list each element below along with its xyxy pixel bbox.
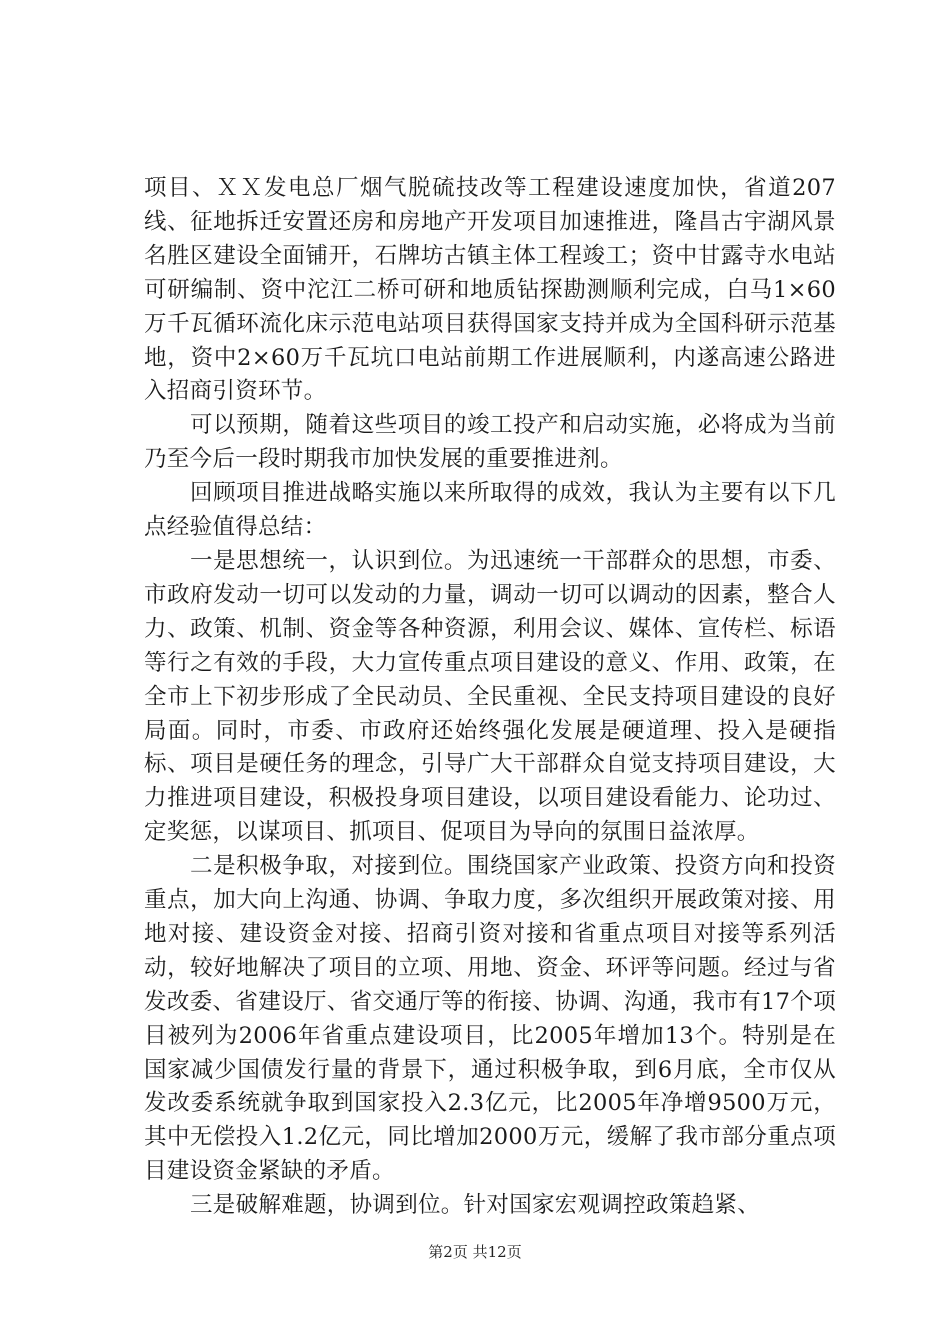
paragraph-point-three: 三是破解难题，协调到位。针对国家宏观调控政策趋紧、 — [190, 1192, 761, 1219]
document-body — [144, 172, 836, 1223]
paragraph-point-one: 一是思想统一，认识到位。为迅速统一干部群众的思想，市委、市政府发动一切可以发动的力量，调动一切可以调动的因素，整合人力、政策、机制、资金等各种资源，利用会议、媒体、宣传栏、标语等行之有效的手段，大力宣传重点项目建设的意义、作用、政策，在全市上下初步形成了全民动员、全民重视、全民支持项目建设的良好局面。同时，市委、市政府还始终强化发展是硬道理、投入是硬指标、项目是硬任务的理念，引导广大干部群众自觉支持项目建设，大力推进项目建设，积极投身项目建设，以项目建设看能力、论功过、定奖惩，以谋项目、抓项目、促项目为导向的氛围日益浓厚。 — [144, 547, 836, 846]
page-number-footer: 第2页 共12页 — [428, 1243, 522, 1261]
paragraph-point-two: 二是积极争取，对接到位。围绕国家产业政策、投资方向和投资重点，加大向上沟通、协调、争取力度，多次组织开展政策对接、用地对接、建设资金对接、招商引资对接和省重点项目对接等系列活动，较好地解决了项目的立项、用地、资金、环评等问题。经过与省发改委、省建设厅、省交通厅等的衔接、协调、沟通，我市有17个项目被列为2006年省重点建设项目，比2005年增加13个。特别是在国家减少国债发行量的背景下，通过积极争取，到6月底，全市仅从发改委系统就争取到国家投入2.3亿元，比2005年净增9500万元，其中无偿投入1.2亿元，同比增加2000万元，缓解了我市部分重点项目建设资金紧缺的矛盾。 — [144, 853, 836, 1185]
paragraph-review: 回顾项目推进战略实施以来所取得的成效，我认为主要有以下几点经验值得总结： — [144, 480, 836, 541]
paragraph-expectation: 可以预期，随着这些项目的竣工投产和启动实施，必将成为当前乃至今后一段时期我市加快发展的重要推进剂。 — [144, 412, 836, 473]
paragraph-continuation: 项目、ＸＸ发电总厂烟气脱硫技改等工程建设速度加快，省道207线、征地拆迁安置还房和房地产开发项目加速推进，隆昌古宇湖风景名胜区建设全面铺开，石牌坊古镇主体工程竣工；资中甘露寺水电站可研编制、资中沱江二桥可研和地质钻探勘测顺利完成，白马1×60万千瓦循环流化床示范电站项目获得国家支持并成为全国科研示范基地，资中2×60万千瓦坑口电站前期工作进展顺利，内遂高速公路进入招商引资环节。 — [144, 175, 836, 405]
